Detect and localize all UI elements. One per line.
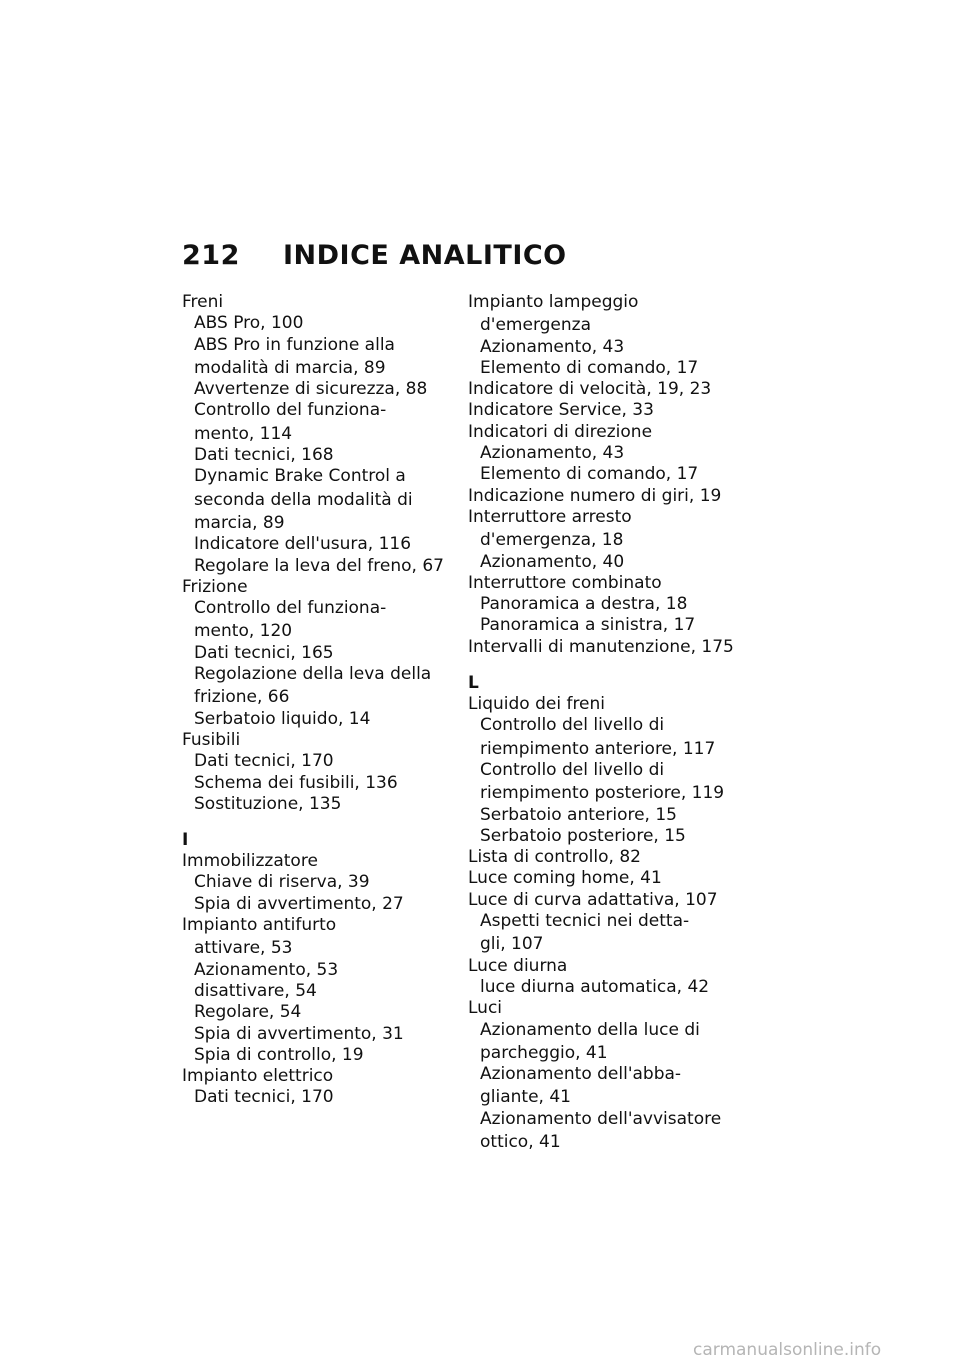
index-subentry: Regolare la leva del freno, 67 [194,555,444,576]
index-entry: Luci [468,998,503,1019]
index-subentry: Controllo del funziona- [194,400,387,421]
index-entry: Lista di controllo, 82 [468,847,641,868]
index-entry-continuation: d'emergenza [480,315,591,336]
index-entry: Indicatore di velocità, 19, 23 [468,379,712,400]
index-subentry: Spia di avvertimento, 31 [194,1023,404,1044]
index-entry-continuation: gli, 107 [480,934,544,955]
index-subentry: Controllo del funziona- [194,598,387,619]
index-entry: Freni [182,292,224,312]
index-subentry: Dati tecnici, 168 [194,445,334,466]
watermark: carmanualsonline.info [693,1340,882,1360]
index-subentry: Azionamento della luce di [480,1019,700,1040]
index-subentry: Avvertenze di sicurezza, 88 [194,379,428,400]
index-subentry: Aspetti tecnici nei detta- [480,911,690,932]
index-subentry: disattivare, 54 [194,980,317,1001]
index-entry-continuation: parcheggio, 41 [480,1042,608,1063]
section-letter: I [182,830,189,851]
index-subentry: Dati tecnici, 170 [194,1087,334,1108]
index-subentry: Azionamento dell'avvisatore [480,1108,722,1129]
index-subentry: Dynamic Brake Control a [194,466,406,487]
index-subentry: ABS Pro, 100 [194,313,304,334]
index-entry-continuation: marcia, 89 [194,512,285,533]
index-subentry: Elemento di comando, 17 [480,357,699,378]
index-entry: Luce diurna [468,955,568,976]
index-entry-continuation: mento, 114 [194,423,293,444]
index-subentry: ABS Pro in funzione alla [194,334,395,355]
index-entry: Luce di curva adattativa, 107 [468,889,718,910]
index-subentry: Sostituzione, 135 [194,793,342,814]
index-subentry: Serbatoio anteriore, 15 [480,804,677,825]
index-subentry: Elemento di comando, 17 [480,464,699,485]
index-entry-continuation: seconda della modalità di [194,489,413,510]
index-entry-continuation: modalità di marcia, 89 [194,357,386,378]
index-entry: Impianto elettrico [182,1066,334,1087]
index-entry-continuation: attivare, 53 [194,938,293,959]
index-subentry: Controllo del livello di [480,715,665,736]
index-entry: Impianto antifurto [182,915,337,936]
index-entry: Interruttore arresto [468,506,632,527]
index-subentry: Regolare, 54 [194,1002,302,1023]
index-subentry: Azionamento, 53 [194,959,339,980]
index-entry: Indicatori di direzione [468,421,653,442]
index-subentry: Panoramica a destra, 18 [480,594,688,615]
index-subentry: Spia di controllo, 19 [194,1044,364,1065]
index-subentry: Chiave di riserva, 39 [194,872,370,893]
index-column-left [182,292,454,1109]
index-entry-continuation: frizione, 66 [194,687,290,708]
page-title: INDICE ANALITICO [283,240,567,271]
index-entry-continuation: gliante, 41 [480,1087,571,1108]
index-entry-continuation: mento, 120 [194,621,293,642]
index-entry: Frizione [182,576,248,597]
index-subentry: Azionamento, 43 [480,336,625,357]
page-header [182,240,567,271]
index-entry-continuation: ottico, 41 [480,1131,561,1152]
index-entry: Liquido dei freni [468,694,606,715]
index-subentry: Azionamento, 43 [480,443,625,464]
index-subentry: Dati tecnici, 170 [194,751,334,772]
index-entry: Fusibili [182,729,241,750]
index-subentry: Controllo del livello di [480,759,665,780]
index-subentry: Indicatore dell'usura, 116 [194,534,412,555]
index-subentry: Dati tecnici, 165 [194,642,334,663]
index-entry: Intervalli di manutenzione, 175 [468,636,734,657]
index-entry: Luce coming home, 41 [468,868,662,889]
index-subentry: Schema dei fusibili, 136 [194,772,398,793]
index-subentry: Panoramica a sinistra, 17 [480,615,696,636]
index-entry: Impianto lampeggio [468,292,639,312]
index-column-right [468,292,758,1153]
index-entry-continuation: riempimento posteriore, 119 [480,783,725,804]
index-entry: Indicazione numero di giri, 19 [468,485,722,506]
index-entry-continuation: d'emergenza, 18 [480,530,624,551]
section-letter: L [468,673,479,694]
index-subentry: Serbatoio posteriore, 15 [480,825,686,846]
index-subentry: Spia di avvertimento, 27 [194,893,404,914]
index-entry-continuation: riempimento anteriore, 117 [480,738,716,759]
index-subentry: Azionamento dell'abba- [480,1064,682,1085]
index-entry: Interruttore combinato [468,572,662,593]
page-number: 212 [182,240,240,271]
index-entry: Immobilizzatore [182,851,318,872]
index-subentry: Serbatoio liquido, 14 [194,708,371,729]
index-subentry: luce diurna automatica, 42 [480,976,710,997]
index-subentry: Azionamento, 40 [480,551,625,572]
index-subentry: Regolazione della leva della [194,664,432,685]
index-entry: Indicatore Service, 33 [468,400,654,421]
